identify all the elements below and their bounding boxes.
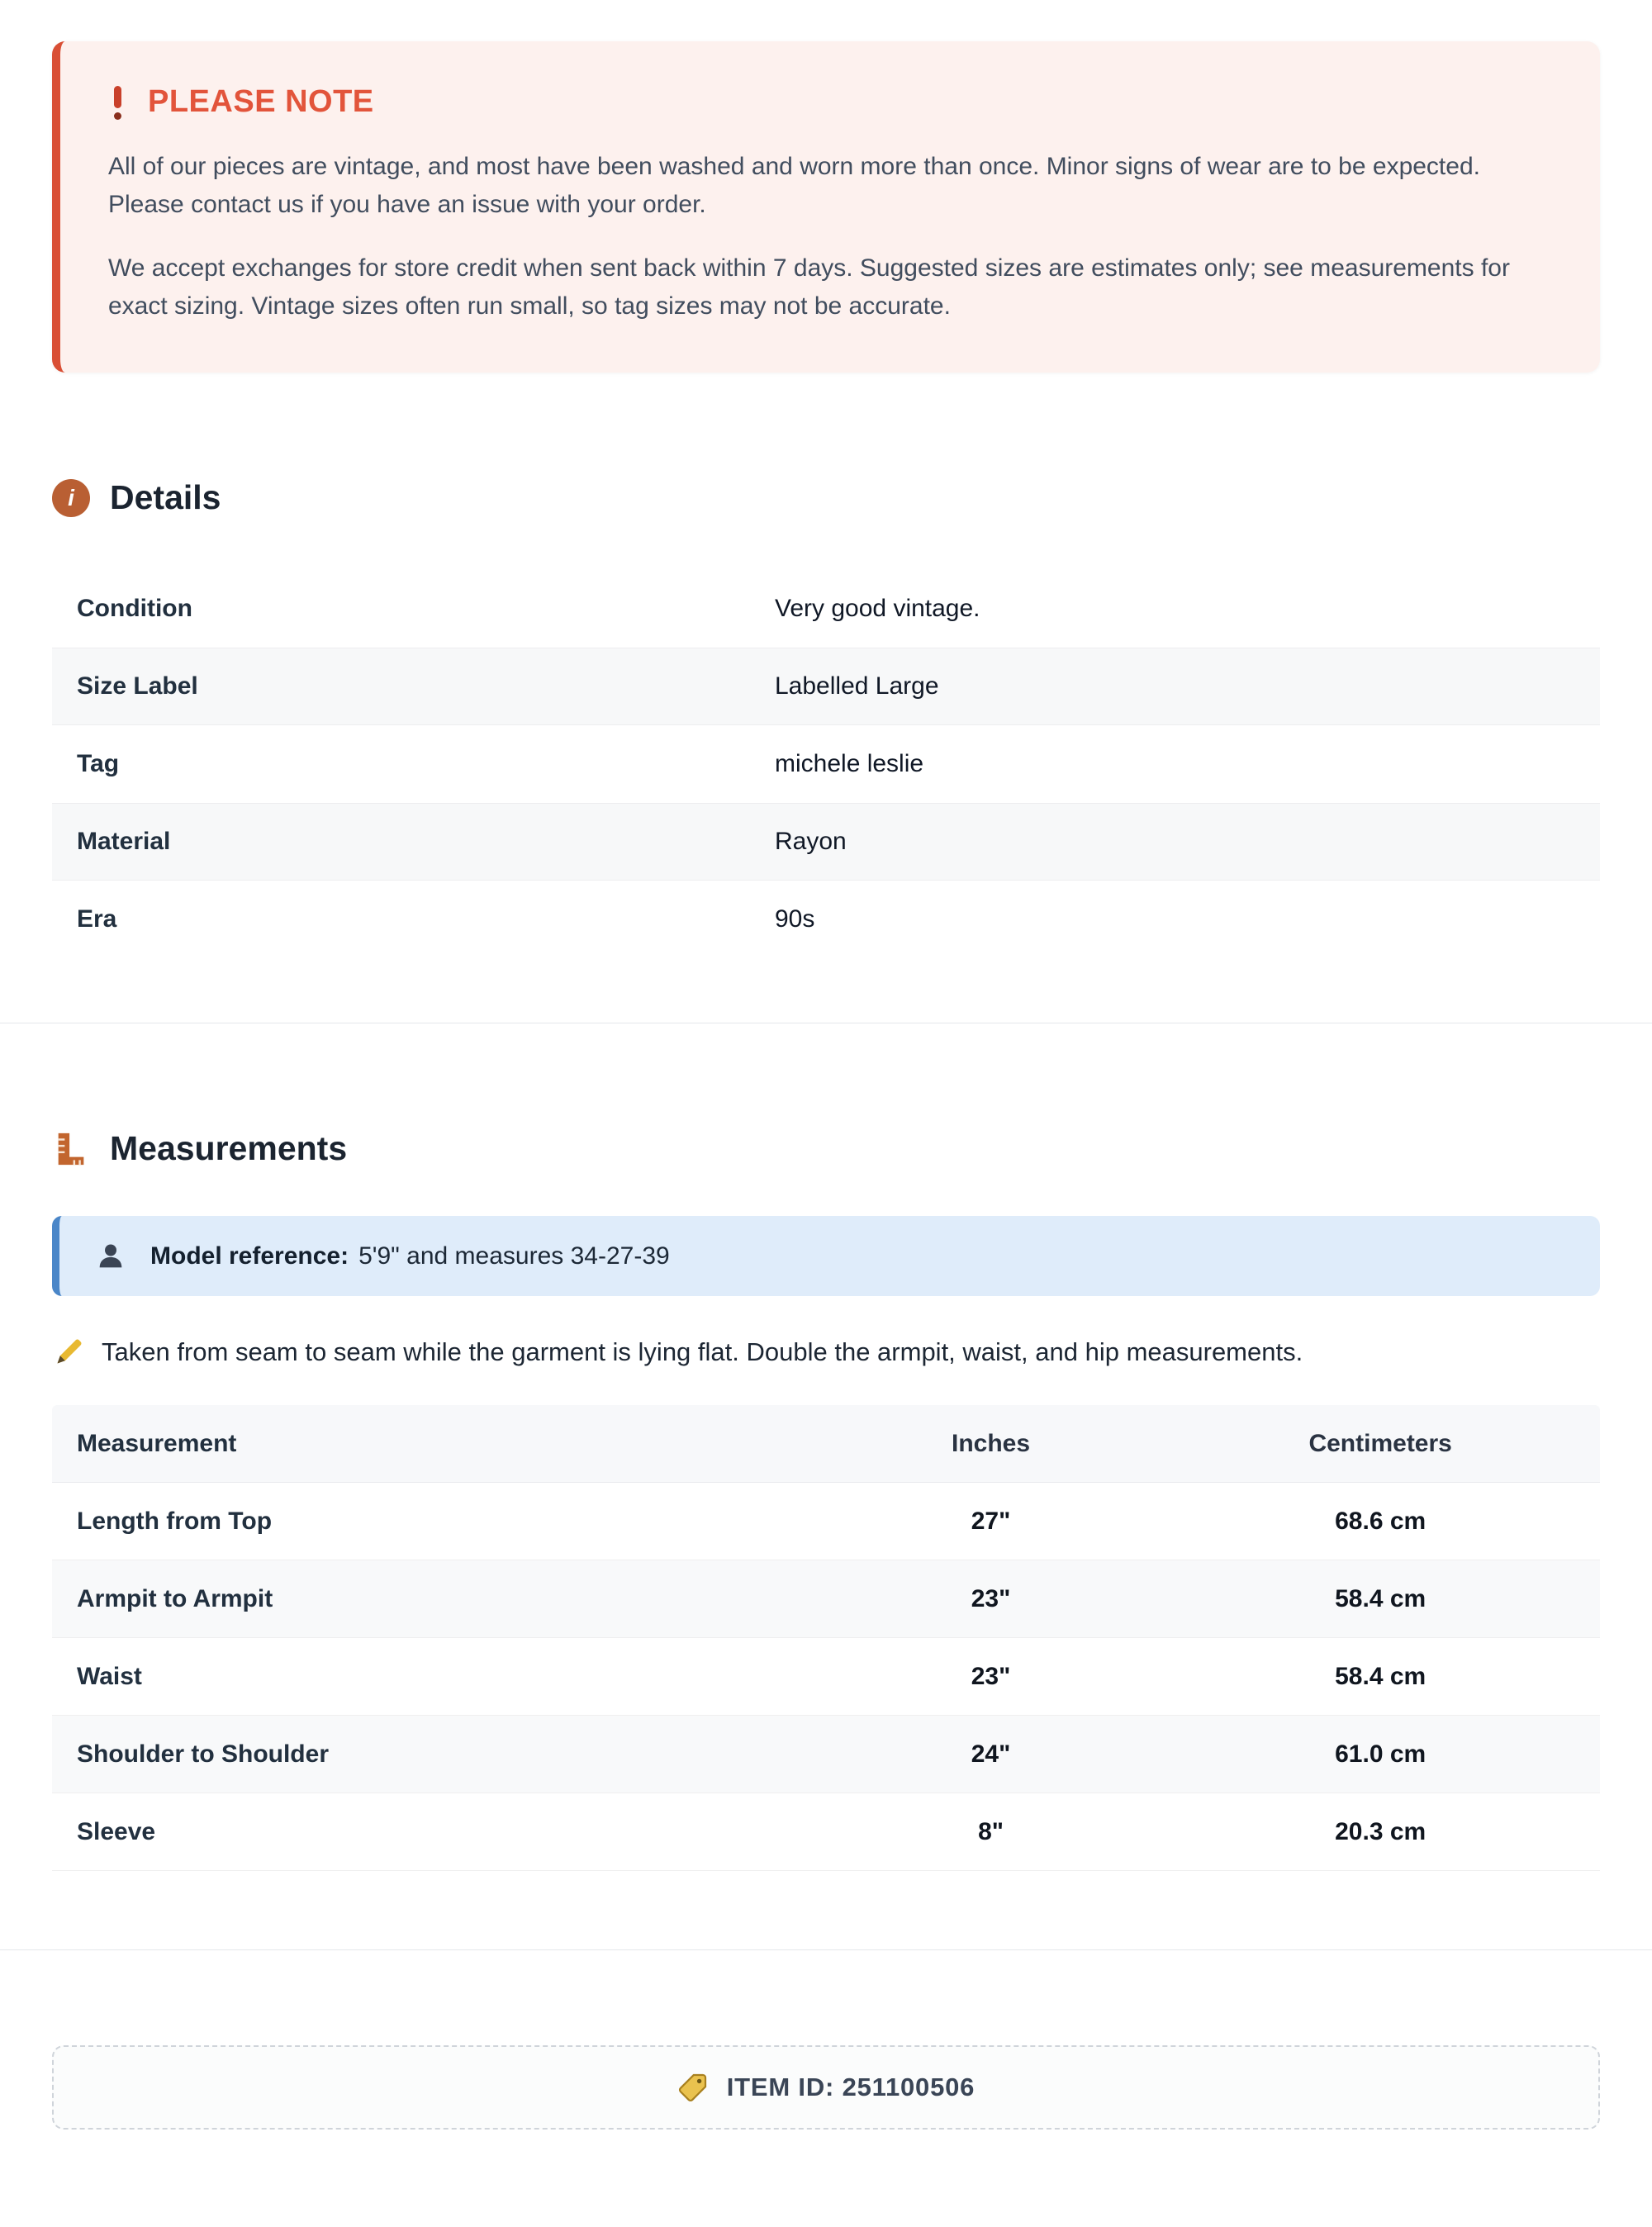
- detail-value: 90s: [775, 905, 815, 933]
- measurement-cm: 58.4 cm: [1335, 1662, 1427, 1690]
- section-divider: [0, 1949, 1652, 1950]
- details-row: [52, 648, 1600, 725]
- model-reference-value: 5'9" and measures 34-27-39: [358, 1242, 670, 1270]
- info-icon: i: [52, 479, 90, 517]
- measurement-cm: 20.3 cm: [1335, 1817, 1427, 1845]
- model-reference-box: [52, 1216, 1600, 1296]
- measurement-inches: 23": [971, 1662, 1011, 1690]
- details-table: [52, 570, 1600, 958]
- note-title: PLEASE NOTE: [148, 84, 374, 119]
- footer-section: [0, 2045, 1652, 2130]
- please-note-box: [52, 41, 1600, 373]
- measurement-inches: 8": [978, 1817, 1004, 1845]
- measurement-row: [52, 1560, 1600, 1638]
- header-centimeters: Centimeters: [1308, 1429, 1452, 1457]
- header-inches: Inches: [952, 1429, 1031, 1457]
- detail-label: Era: [77, 905, 117, 933]
- details-section: [0, 478, 1652, 958]
- measurement-name: Waist: [77, 1662, 142, 1690]
- note-paragraph: All of our pieces are vintage, and most have been washed and worn more than once. Minor signs of wear are to be expected. Please contact us if you have an issue with your order.: [108, 153, 1480, 218]
- details-row: [52, 803, 1600, 881]
- measurements-title: Measurements: [110, 1129, 348, 1168]
- header-measurement: Measurement: [77, 1429, 237, 1457]
- measurement-row: [52, 1638, 1600, 1716]
- tag-icon: [677, 2072, 709, 2103]
- measurement-name: Sleeve: [77, 1817, 156, 1845]
- measurement-inches: 24": [971, 1740, 1011, 1768]
- note-paragraph: We accept exchanges for store credit when sent back within 7 days. Suggested sizes are estimates only; see measurements for exact sizing. Vintage sizes often run small, so tag sizes may not be accurate.: [108, 254, 1510, 320]
- measurement-inches: 23": [971, 1584, 1011, 1612]
- measuring-instructions: [52, 1337, 1600, 1367]
- note-section: [0, 41, 1652, 373]
- details-row: [52, 570, 1600, 648]
- measurements-section: [0, 1129, 1652, 1871]
- measurement-cm: 61.0 cm: [1335, 1740, 1427, 1768]
- exclamation-icon: [108, 85, 126, 120]
- model-reference-text: [150, 1242, 670, 1270]
- measurement-name: Length from Top: [77, 1507, 273, 1535]
- details-row: [52, 725, 1600, 803]
- item-id-box: [52, 2045, 1600, 2130]
- detail-label: Size Label: [77, 672, 198, 700]
- measurements-table: [52, 1405, 1600, 1871]
- measurement-name: Armpit to Armpit: [77, 1584, 273, 1612]
- item-id-text: ITEM ID: 251100506: [726, 2073, 976, 2102]
- measurement-name: Shoulder to Shoulder: [77, 1740, 329, 1768]
- note-title-row: [108, 84, 1549, 120]
- detail-value: michele leslie: [775, 750, 924, 778]
- measuring-instructions-text: Taken from seam to seam while the garment is lying flat. Double the armpit, waist, and hip measurements.: [102, 1337, 1303, 1367]
- measurement-inches: 27": [971, 1507, 1011, 1535]
- detail-label: Condition: [77, 595, 192, 623]
- measurements-heading: [52, 1129, 1600, 1168]
- detail-label: Material: [77, 828, 171, 856]
- details-row: [52, 881, 1600, 958]
- measurement-cm: 68.6 cm: [1335, 1507, 1427, 1535]
- details-heading: [52, 478, 1600, 517]
- measurements-table-header: [52, 1405, 1600, 1483]
- measurement-cm: 58.4 cm: [1335, 1584, 1427, 1612]
- ruler-icon: [52, 1130, 90, 1168]
- person-icon: [94, 1240, 127, 1273]
- detail-value: Rayon: [775, 828, 847, 856]
- detail-label: Tag: [77, 750, 120, 778]
- measurement-row: [52, 1483, 1600, 1560]
- detail-value: Very good vintage.: [775, 595, 980, 623]
- detail-value: Labelled Large: [775, 672, 939, 700]
- model-reference-label: Model reference:: [150, 1242, 349, 1270]
- details-title: Details: [110, 478, 221, 517]
- pencil-icon: [54, 1337, 83, 1367]
- measurement-row: [52, 1793, 1600, 1871]
- measurement-row: [52, 1716, 1600, 1793]
